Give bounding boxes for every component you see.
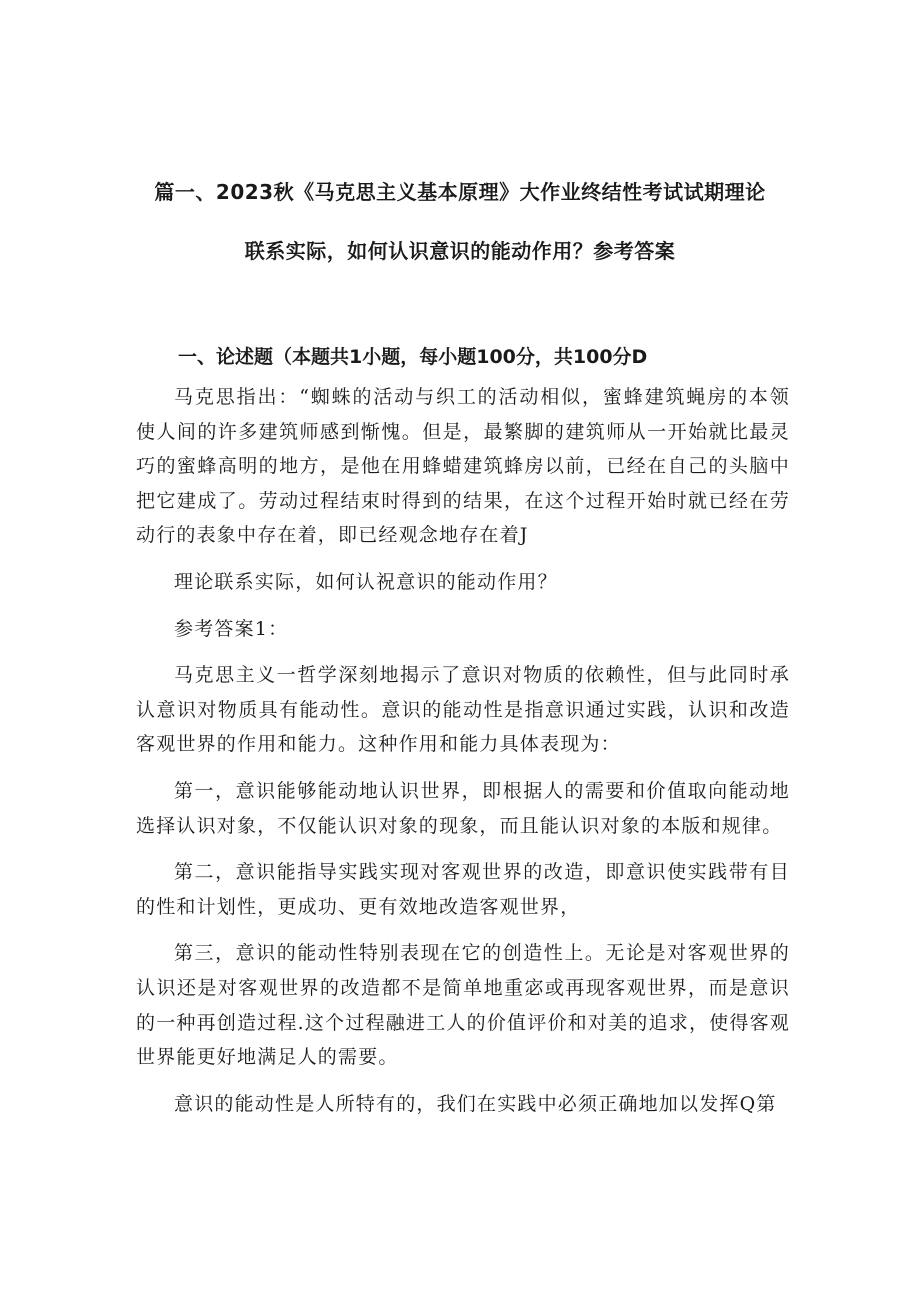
document-title-line-2: 联系实际，如何认识意识的能动作用？参考答案 (244, 239, 676, 263)
document-body (136, 380, 790, 1121)
paragraph-answer-intro: 马克思主义一哲学深刻地揭示了意识对物质的依赖性，但与此同时承认意识对物质具有能动性。意识的能动性是指意识通过实践，认识和改造客观世界的作用和能力。这种作用和能力具体表现为： (136, 664, 790, 756)
section-heading: 一、论述题（本题共1小题，每小题100分，共100分D (178, 346, 648, 368)
paragraph-answer-label: 参考答案1： (174, 617, 289, 640)
paragraph-question: 理论联系实际，如何认祝意识的能动作用？ (174, 570, 558, 593)
paragraph-point-one: 第一，意识能够能动地认识世界，即根据人的需要和价值取向能动地选择认识对象，不仅能认识对象的现象，而且能认识对象的本版和规律。 (136, 779, 790, 837)
paragraph-conclusion: 意识的能动性是人所特有的，我们在实践中必须正确地加以发挥Q第 (174, 1092, 777, 1115)
document-title-line-1: 篇一、2023秋《马克思主义基本原理》大作业终结性考试试期理论 (154, 180, 766, 204)
paragraph-point-three: 第三，意识的能动性特别表现在它的创造性上。无论是对客观世界的认识还是对客观世界的改造都不是简单地重宓或再现客观世界，而是意识的一种再创造过程.这个过程融进工人的价值评价和对美的追求，使得客观世界能更好地满足人的需要。 (136, 942, 790, 1069)
paragraph-marx-quote: 马克思指出：“蜘蛛的活动与织工的活动相似，蜜蜂建筑蝇房的本领使人间的许多建筑师感到惭愧。但是，最繁脚的建筑师从一开始就比最灵巧的蜜蜂高明的地方，是他在用蜂蜡建筑蜂房以前，已经在自己的头脑中把它建成了。劳动过程结束时得到的结果，在这个过程开始时就已经在劳动行的表象中存在着，即已经观念地存在着J (136, 386, 790, 547)
paragraph-point-two: 第二，意识能指导实践实现对客观世界的改造，即意识使实践带有目的性和计划性，更成功、更有效地改造客观世界， (136, 861, 790, 918)
